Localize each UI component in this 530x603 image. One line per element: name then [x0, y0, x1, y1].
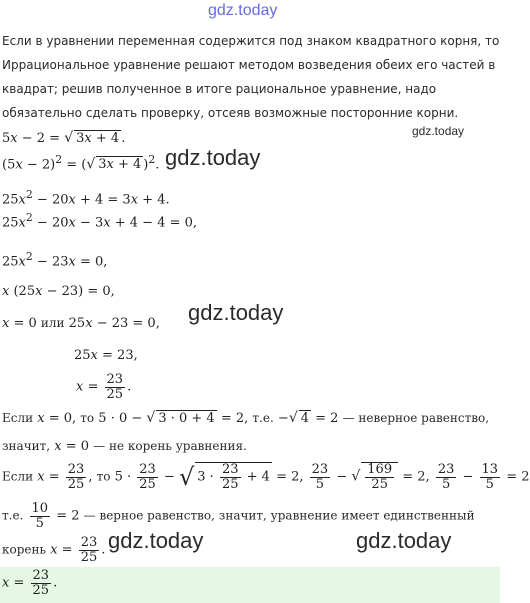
equation-2: $(5x - 2)^2$ = (√ 3x + 4 )$^2$. — [2, 153, 160, 173]
watermark-small: gdz.today — [412, 124, 465, 138]
watermark-1: gdz.today — [165, 145, 261, 170]
answer-box — [0, 567, 500, 603]
equation-4: $25x^2 - 20x - 3x + 4 - 4 = 0$, — [2, 211, 198, 231]
equation-5: $25x^2 - 23x = 0$, — [2, 250, 108, 270]
watermark-2: gdz.today — [188, 300, 284, 325]
intro-line-4: обязательно сделать проверку, отсеяв возможные посторонние корни. — [2, 106, 459, 120]
or-word: или — [40, 316, 65, 330]
equation-8: 25x = 23, — [74, 348, 138, 363]
intro-line-2: Иррациональное уравнение решают методом возведения обеих его частей в — [2, 58, 496, 72]
intro-line-1: Если в уравнении переменная содержится под знаком квадратного корня, то — [2, 34, 500, 48]
watermark-3: gdz.today — [108, 528, 204, 553]
equation-1: 5x − 2 = √ 3x + 4 . — [2, 130, 126, 146]
check-1-line-1: Если x = 0, то 5 · 0 − √ 3 · 0 + 4 = 2, т.е. −√ 4 = 2 — неверное равенство, — [2, 410, 490, 426]
check-2-line-3: корень x = $\frac{23}{25}$ . — [2, 535, 106, 565]
watermark-top: gdz.today — [208, 2, 278, 19]
intro-line-3: квадрат; решив полученное в итоге рациональное уравнение, надо — [2, 82, 437, 96]
equation-6: x (25x − 23) = 0, — [2, 284, 115, 299]
equation-9: x = $\frac{23}{25}$ . — [76, 372, 132, 402]
final-answer: x = $\frac{23}{25}$ . — [2, 568, 58, 598]
check-1-line-2: значит, x = 0 — не корень уравнения. — [2, 439, 247, 454]
equation-3: $25x^2 - 20x + 4 = 3x + 4$. — [2, 188, 170, 208]
equation-7: x = 0 или 25x − 23 = 0, — [2, 316, 160, 331]
watermark-4: gdz.today — [356, 528, 452, 553]
check-2-line-2: т.е. $\frac{10}{5}$ = 2 — верное равенство, значит, уравнение имеет единственный — [2, 501, 475, 531]
check-2-line-1: Если x = $\frac{23}{25}$ , то 5 · $\frac{23}{25}$ − √ 3 · $\frac{23}{25}$ + 4 = 2, $\frac{23}{5}$ − √ $\frac{169}{25}$ = 2, $\frac{23}{5}$ − $\frac{13}{5}$ = 2 — [2, 462, 530, 492]
